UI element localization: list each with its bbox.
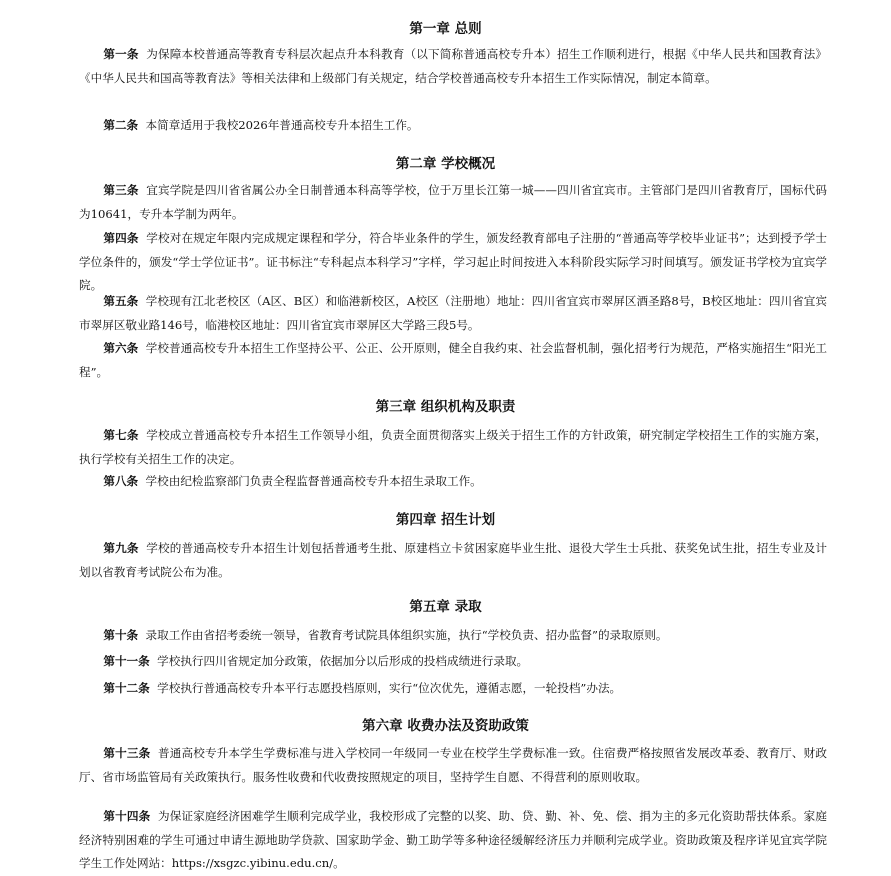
article-text: 普通高校专升本学生学费标准与进入学校同一年级同一专业在校学生学费标准一致。住宿费严格按照省发展改革委、教育厅、财政厅、省市场监管局有关政策执行。服务性收费和代收费按照规定的项目，坚持学生自愿、不得营利的原则收取。 bbox=[79, 746, 827, 784]
article-2 bbox=[79, 114, 827, 138]
article-8 bbox=[79, 470, 827, 494]
chapter-3-title: 第三章 组织机构及职责 bbox=[375, 399, 516, 415]
article-text: 为保证家庭经济困难学生顺利完成学业，我校形成了完整的以奖、助、贷、勤、补、免、偿、捐为主的多元化资助帮扶体系。家庭经济特别困难的学生可通过申请生源地助学贷款、国家助学金、勤工助学等多种途径缓解经济压力并顺利完成学业。资助政策及程序详见宜宾学院学生工作处网站：https://xsgzc.yibinu.edu.cn/。 bbox=[79, 809, 827, 870]
article-4 bbox=[79, 227, 827, 298]
article-number: 第十二条 bbox=[103, 681, 150, 695]
chapter-2-title: 第二章 学校概况 bbox=[395, 156, 496, 172]
article-text: 学校对在规定年限内完成规定课程和学分，符合毕业条件的学生，颁发经教育部电子注册的“普通高等学校毕业证书”；达到授予学士学位条件的，颁发“学士学位证书”。证书标注“专科起点本科学习”字样，学习起止时间按进入本科阶段实际学习时间填写。颁发证书学校为宜宾学院。 bbox=[79, 231, 827, 292]
article-number: 第五条 bbox=[103, 294, 139, 308]
article-text: 学校执行普通高校专升本平行志愿投档原则，实行“位次优先，遵循志愿，一轮投档”办法。 bbox=[157, 681, 622, 695]
article-number: 第十一条 bbox=[103, 654, 150, 668]
chapter-5-title: 第五章 录取 bbox=[409, 599, 482, 615]
article-number: 第九条 bbox=[103, 541, 139, 555]
chapter-1-title: 第一章 总则 bbox=[409, 21, 482, 37]
article-number: 第一条 bbox=[103, 47, 139, 61]
article-text: 学校由纪检监察部门负责全程监督普通高校专升本招生录取工作。 bbox=[145, 474, 482, 488]
article-text: 学校的普通高校专升本招生计划包括普通考生批、原建档立卡贫困家庭毕业生批、退役大学生士兵批、获奖免试生批，招生专业及计划以省教育考试院公布为准。 bbox=[79, 541, 827, 579]
article-11 bbox=[79, 650, 827, 674]
article-13 bbox=[79, 742, 827, 789]
article-number: 第十三条 bbox=[103, 746, 151, 760]
article-number: 第十四条 bbox=[103, 809, 151, 823]
chapter-6-title: 第六章 收费办法及资助政策 bbox=[362, 718, 529, 734]
chapter-4-title: 第四章 招生计划 bbox=[395, 512, 496, 528]
article-number: 第二条 bbox=[103, 118, 139, 132]
article-number: 第八条 bbox=[103, 474, 139, 488]
article-3 bbox=[79, 179, 827, 226]
article-number: 第六条 bbox=[103, 341, 139, 355]
article-7 bbox=[79, 424, 827, 471]
article-14 bbox=[79, 805, 827, 876]
article-1 bbox=[79, 43, 827, 90]
article-number: 第三条 bbox=[103, 183, 139, 197]
article-number: 第七条 bbox=[103, 428, 139, 442]
article-text: 学校普通高校专升本招生工作坚持公平、公正、公开原则，健全自我约束、社会监督机制，强化招考行为规范，严格实施招生“阳光工程”。 bbox=[79, 341, 827, 379]
article-text: 宜宾学院是四川省省属公办全日制普通本科高等学校，位于万里长江第一城——四川省宜宾市。主管部门是四川省教育厅，国标代码为10641，专升本学制为两年。 bbox=[79, 183, 827, 221]
article-number: 第十条 bbox=[103, 628, 139, 642]
article-5 bbox=[79, 290, 827, 337]
article-text: 录取工作由省招考委统一领导，省教育考试院具体组织实施，执行“学校负责、招办监督”的录取原则。 bbox=[145, 628, 668, 642]
article-9 bbox=[79, 537, 827, 584]
article-12 bbox=[79, 677, 827, 701]
article-text: 学校成立普通高校专升本招生工作领导小组，负责全面贯彻落实上级关于招生工作的方针政策，研究制定学校招生工作的实施方案，执行学校有关招生工作的决定。 bbox=[79, 428, 827, 466]
article-6 bbox=[79, 337, 827, 384]
article-text: 本简章适用于我校2026年普通高校专升本招生工作。 bbox=[145, 118, 419, 132]
article-10 bbox=[79, 624, 827, 648]
article-number: 第四条 bbox=[103, 231, 139, 245]
article-text: 学校现有江北老校区（A区、B区）和临港新校区，A校区（注册地）地址：四川省宜宾市翠屏区酒圣路8号，B校区地址：四川省宜宾市翠屏区敬业路146号，临港校区地址：四川省宜宾市翠屏区大学路三段5号。 bbox=[79, 294, 827, 332]
article-text: 为保障本校普通高等教育专科层次起点升本科教育（以下简称普通高校专升本）招生工作顺利进行，根据《中华人民共和国教育法》《中华人民共和国高等教育法》等相关法律和上级部门有关规定，结合学校普通高校专升本招生工作实际情况，制定本简章。 bbox=[79, 47, 827, 85]
article-text: 学校执行四川省规定加分政策，依据加分以后形成的投档成绩进行录取。 bbox=[157, 654, 529, 668]
